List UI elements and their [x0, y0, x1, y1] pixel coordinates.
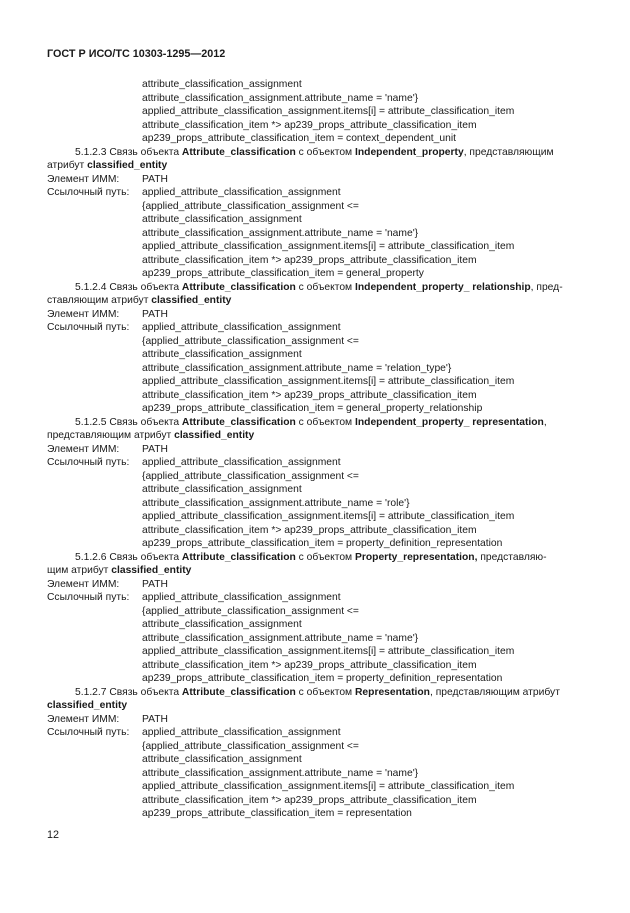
elem-row — [47, 713, 582, 727]
code-line: applied_attribute_classification_assignment.items[i] = attribute_classification_item — [142, 106, 515, 117]
heading-text: 5.1.2.5 Связь объекта — [75, 416, 182, 428]
code-line: ap239_props_attribute_classification_item = representation — [142, 808, 412, 819]
ref-label: Ссылочный путь: — [47, 187, 130, 198]
code-line: attribute_classification_assignment.attribute_name = 'name'} — [142, 632, 419, 644]
code-line: {applied_attribute_classification_assignment <= — [142, 605, 359, 617]
code-line: applied_attribute_classification_assignment — [142, 592, 341, 603]
code-line: applied_attribute_classification_assignment.items[i] = attribute_classification_item — [142, 511, 515, 522]
heading-text: атрибут — [47, 160, 88, 171]
elem-value: PATH — [142, 308, 168, 320]
code-line: attribute_classification_item *> ap239_props_attribute_classification_item — [142, 524, 477, 536]
code-line: attribute_classification_assignment.attribute_name = 'name'} — [142, 227, 419, 239]
section-heading — [47, 551, 582, 565]
entity-name: Attribute_classification — [181, 146, 296, 158]
code-line: {applied_attribute_classification_assignment <= — [142, 740, 359, 752]
attribute-name: classified_entity — [87, 160, 168, 171]
elem-row — [47, 578, 582, 592]
code-line: {applied_attribute_classification_assignment <= — [142, 200, 359, 212]
entity-name: Attribute_classification — [181, 281, 296, 293]
heading-text: с объектом — [295, 281, 355, 293]
entity-name: Attribute_classification — [181, 551, 296, 563]
intro-block — [47, 78, 582, 146]
ref-label: Ссылочный путь: — [47, 592, 130, 603]
entity-name: Attribute_classification — [181, 416, 296, 428]
section-heading-cont — [47, 699, 582, 713]
section-heading-cont — [47, 564, 582, 578]
elem-value: PATH — [142, 443, 168, 455]
document-header: ГОСТ Р ИСО/ТС 10303-1295—2012 — [47, 48, 226, 60]
elem-row — [47, 308, 582, 322]
code-line: attribute_classification_item *> ap239_props_attribute_classification_item — [142, 659, 477, 671]
code-line: attribute_classification_item *> ap239_props_attribute_classification_item — [142, 119, 477, 131]
heading-text: , представляющим атрибут — [429, 686, 560, 698]
code-line: applied_attribute_classification_assignment — [142, 187, 341, 198]
code-line: attribute_classification_assignment.attribute_name = 'name'} — [142, 767, 419, 779]
code-line: applied_attribute_classification_assignment.items[i] = attribute_classification_item — [142, 376, 515, 387]
document-body — [47, 78, 582, 821]
code-line: ap239_props_attribute_classification_item = property_definition_representation — [142, 673, 503, 684]
ref-row — [47, 321, 582, 335]
heading-text: с объектом — [295, 416, 355, 428]
heading-text: 5.1.2.4 Связь объекта — [75, 281, 182, 293]
elem-label: Элемент ИММ: — [47, 308, 120, 320]
code-line: applied_attribute_classification_assignment.items[i] = attribute_classification_item — [142, 646, 515, 657]
code-line: attribute_classification_assignment — [142, 754, 302, 765]
section-heading — [47, 281, 582, 295]
sections-block — [47, 146, 582, 821]
mapping-section — [47, 416, 582, 551]
elem-label: Элемент ИММ: — [47, 173, 120, 185]
entity-name: Independent_property — [355, 146, 464, 158]
heading-text: с объектом — [295, 686, 355, 698]
mapping-section — [47, 551, 582, 686]
ref-row — [47, 591, 582, 605]
heading-text: с объектом — [295, 146, 355, 158]
heading-text: 5.1.2.7 Связь объекта — [75, 686, 182, 698]
heading-text: представляю- — [477, 551, 547, 563]
attribute-name: classified_entity — [151, 295, 232, 306]
code-line: applied_attribute_classification_assignment.items[i] = attribute_classification_item — [142, 781, 515, 792]
entity-name: Property_representation, — [355, 551, 478, 563]
heading-text: 5.1.2.6 Связь объекта — [75, 551, 182, 563]
code-line: attribute_classification_item *> ap239_props_attribute_classification_item — [142, 254, 477, 266]
code-line: applied_attribute_classification_assignment — [142, 457, 341, 468]
code-line: attribute_classification_item *> ap239_props_attribute_classification_item — [142, 389, 477, 401]
section-heading-cont — [47, 159, 582, 173]
code-line: applied_attribute_classification_assignment — [142, 322, 341, 333]
code-line: ap239_props_attribute_classification_item = general_property_relationship — [142, 403, 483, 414]
heading-text: представляющим атрибут — [47, 430, 175, 441]
code-line: attribute_classification_assignment.attribute_name = 'role'} — [142, 497, 410, 509]
mapping-section — [47, 281, 582, 416]
code-line: {applied_attribute_classification_assignment <= — [142, 335, 359, 347]
ref-row — [47, 186, 582, 200]
code-line: attribute_classification_assignment.attribute_name = 'name'} — [142, 92, 419, 104]
heading-text: щим атрибут — [47, 565, 112, 576]
page-number: 12 — [47, 829, 60, 841]
ref-label: Ссылочный путь: — [47, 457, 130, 468]
code-line: applied_attribute_classification_assignment — [142, 727, 341, 738]
code-line: attribute_classification_assignment — [142, 484, 302, 495]
heading-text: с объектом — [295, 551, 355, 563]
attribute-name: classified_entity — [111, 565, 192, 576]
code-line: ap239_props_attribute_classification_item = general_property — [142, 268, 424, 279]
entity-name: Independent_property_ representation — [355, 416, 544, 428]
entity-name: Independent_property_ relationship — [355, 281, 531, 293]
elem-label: Элемент ИММ: — [47, 713, 120, 725]
mapping-section — [47, 146, 582, 281]
attribute-name: classified_entity — [174, 430, 255, 441]
heading-text: , пред- — [530, 281, 563, 293]
elem-row — [47, 173, 582, 187]
heading-text: 5.1.2.3 Связь объекта — [75, 146, 182, 158]
code-line: attribute_classification_assignment — [142, 349, 302, 360]
code-line: attribute_classification_assignment.attribute_name = 'relation_type'} — [142, 362, 452, 374]
attribute-name: classified_entity — [47, 700, 128, 711]
elem-label: Элемент ИММ: — [47, 443, 120, 455]
elem-row — [47, 443, 582, 457]
section-heading — [47, 146, 582, 160]
heading-text: , — [543, 416, 547, 428]
heading-text: , представляющим — [463, 146, 554, 158]
heading-text: ставляющим атрибут — [47, 295, 152, 306]
code-line: attribute_classification_item *> ap239_props_attribute_classification_item — [142, 794, 477, 806]
section-heading — [47, 416, 582, 430]
elem-label: Элемент ИММ: — [47, 578, 120, 590]
code-line: {applied_attribute_classification_assignment <= — [142, 470, 359, 482]
code-line: attribute_classification_assignment — [142, 79, 302, 90]
section-heading-cont — [47, 429, 582, 443]
elem-value: PATH — [142, 173, 168, 185]
ref-row — [47, 456, 582, 470]
entity-name: Representation — [355, 686, 430, 698]
section-heading-cont — [47, 294, 582, 308]
ref-row — [47, 726, 582, 740]
mapping-section — [47, 686, 582, 821]
code-line: attribute_classification_assignment — [142, 619, 302, 630]
elem-value: PATH — [142, 578, 168, 590]
section-heading — [47, 686, 582, 700]
code-line: attribute_classification_assignment — [142, 214, 302, 225]
ref-label: Ссылочный путь: — [47, 727, 130, 738]
code-line: ap239_props_attribute_classification_item = property_definition_representation — [142, 538, 503, 549]
code-line: ap239_props_attribute_classification_item = context_dependent_unit — [142, 133, 456, 144]
ref-label: Ссылочный путь: — [47, 322, 130, 333]
entity-name: Attribute_classification — [181, 686, 296, 698]
elem-value: PATH — [142, 713, 168, 725]
code-line: applied_attribute_classification_assignment.items[i] = attribute_classification_item — [142, 241, 515, 252]
